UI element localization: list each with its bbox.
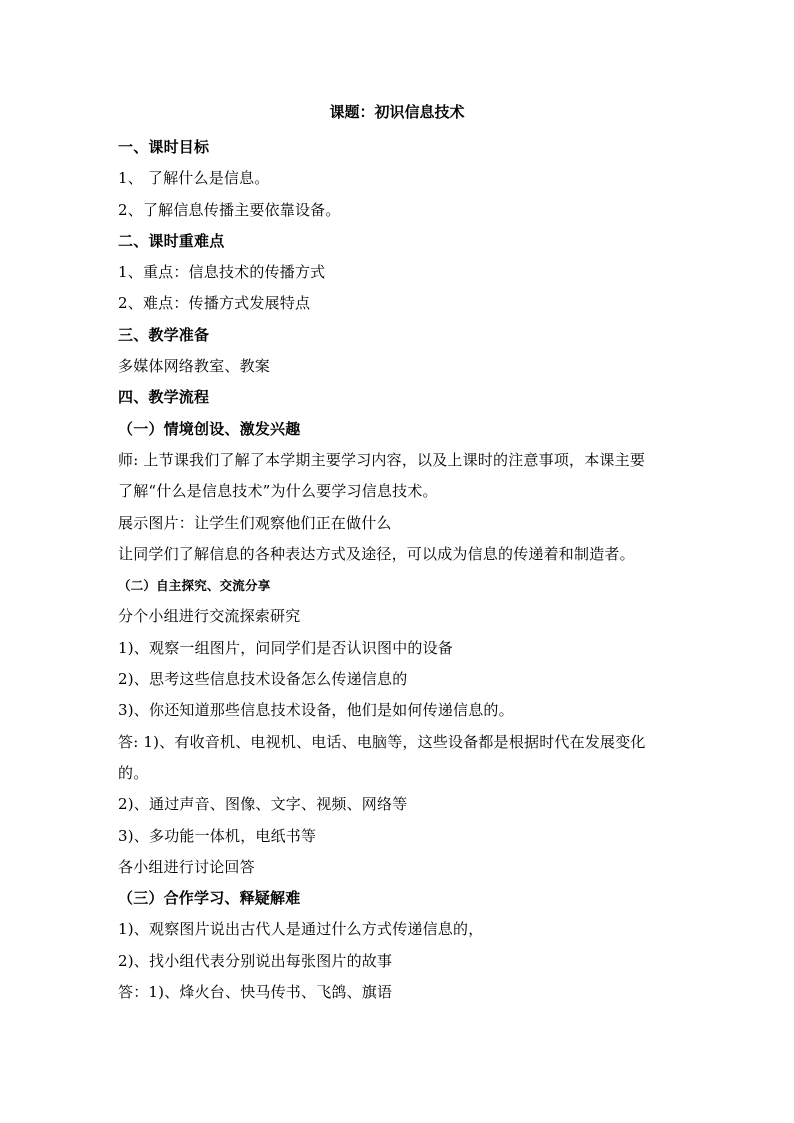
body-line: 的。	[118, 763, 149, 782]
section-heading: 三、教学准备	[118, 325, 210, 344]
body-line: 1、重点：信息技术的传播方式	[118, 263, 326, 282]
body-line: 2、难点：传播方式发展特点	[118, 294, 311, 313]
lesson-title: 课题：初识信息技术	[329, 103, 465, 121]
section-heading: 一、课时目标	[118, 138, 210, 156]
body-line: 2、了解信息传播主要依靠设备。	[118, 200, 341, 219]
body-line: 2)、思考这些信息技术设备怎么传递信息的	[118, 670, 408, 689]
body-line: 展示图片：让学生们观察他们正在做什么	[118, 513, 392, 532]
subsection-heading: （三）合作学习、释疑解难	[118, 889, 301, 908]
body-line: 2)、通过声音、图像、文字、视频、网络等	[118, 795, 408, 814]
subsection-heading: （一）情境创设、激发兴趣	[118, 419, 301, 438]
body-line: 了解“什么是信息技术”为什么要学习信息技术。	[118, 482, 438, 501]
body-line: 1)、观察图片说出古代人是通过什么方式传递信息的，	[118, 920, 484, 939]
body-line: 各小组进行讨论回答	[118, 857, 255, 876]
body-line: 3)、多功能一体机，电纸书等	[118, 826, 317, 845]
body-line: 1、 了解什么是信息。	[118, 169, 270, 188]
document-body	[118, 132, 683, 1008]
body-line: 多媒体网络教室、教案	[118, 357, 271, 376]
body-line: 3)、你还知道那些信息技术设备，他们是如何传递信息的。	[118, 701, 514, 720]
body-line: 2)、找小组代表分别说出每张图片的故事	[118, 951, 393, 970]
body-line: 让同学们了解信息的各种表达方式及途径，可以成为信息的传递着和制造者。	[118, 544, 635, 563]
body-line: 师: 上节课我们了解了本学期主要学习内容，以及上课时的注意事项，本课主要	[118, 450, 646, 469]
section-heading: 四、教学流程	[118, 388, 210, 407]
body-line: 答: 1)、有收音机、电视机、电话、电脑等，这些设备都是根据时代在发展变化	[118, 732, 646, 751]
section-heading: 二、课时重难点	[118, 231, 225, 250]
body-line: 分个小组进行交流探索研究	[118, 607, 301, 626]
subsection-heading: （二）自主探究、交流分享	[118, 578, 271, 594]
body-line: 1)、观察一组图片，问同学们是否认识图中的设备	[118, 638, 453, 657]
body-line: 答：1)、烽火台、快马传书、飞鸽、旗语	[118, 983, 393, 1002]
